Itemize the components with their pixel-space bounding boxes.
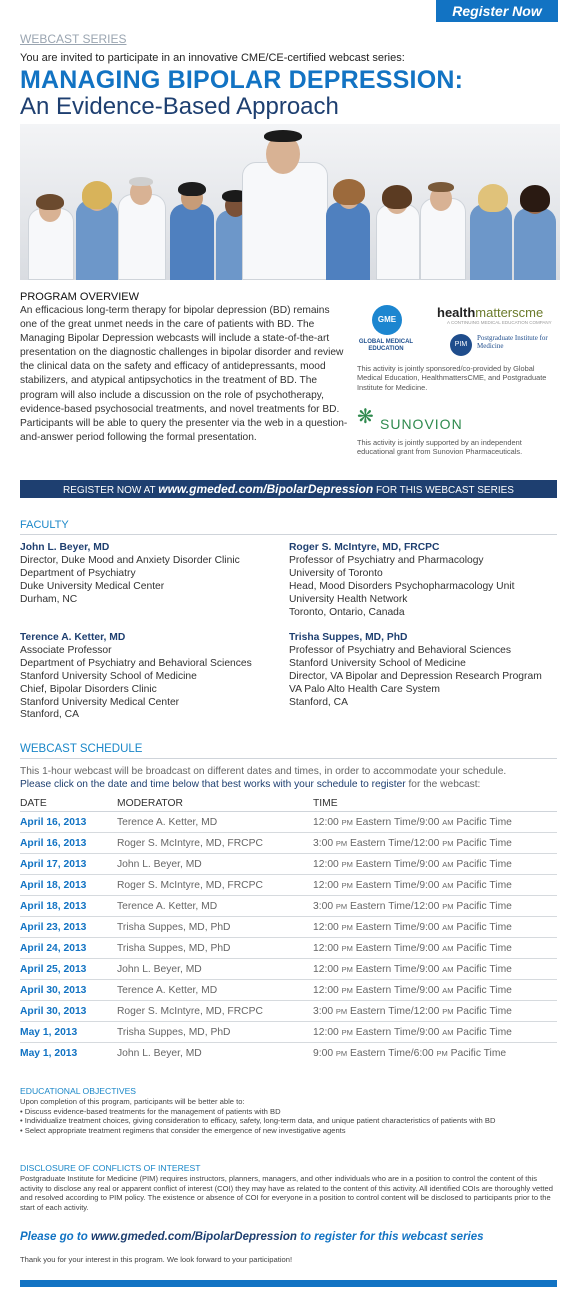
overview-text: An efficacious long-term therapy for bipolar depression (BD) remains one of the great unmet needs in the care of patients with BD. The Managing Bipolar Depression webcasts will include a state-of-the-art presentation on the diagnostic challenges in bipolar disorder and review the clinical data on the safety and efficacy of antidepressants, mood stabilizers, and atypical antipsychotics in the treatment of BD. The program will also include a discussion on the role of psychotherapy, evidence-based psychosocial treatments, and novel treatments for BD. Participants will be able to query the presenter via the web in a question-and-answer period following the formal presentation. bbox=[20, 305, 348, 443]
schedule-date-link[interactable]: May 1, 2013 bbox=[20, 1022, 117, 1043]
schedule-date-link[interactable]: April 17, 2013 bbox=[20, 854, 117, 875]
schedule-date-link[interactable]: April 30, 2013 bbox=[20, 1001, 117, 1022]
sunovion-logo: SUNOVION bbox=[380, 416, 463, 432]
gme-logo: GME bbox=[372, 305, 402, 335]
table-row bbox=[20, 812, 557, 833]
schedule-time-link[interactable]: 12:00 PM Eastern Time/9:00 AM Pacific Time bbox=[313, 854, 557, 875]
register-link-bar[interactable]: REGISTER NOW AT www.gmeded.com/BipolarDepression FOR THIS WEBCAST SERIES bbox=[20, 480, 557, 498]
faculty-name: John L. Beyer, MD bbox=[20, 542, 110, 553]
schedule-time-link[interactable]: 12:00 PM Eastern Time/9:00 AM Pacific Time bbox=[313, 917, 557, 938]
schedule-moderator: Trisha Suppes, MD, PhD bbox=[117, 917, 313, 938]
table-row bbox=[20, 1001, 557, 1022]
divider bbox=[20, 758, 557, 759]
schedule-time-link[interactable]: 12:00 PM Eastern Time/9:00 AM Pacific Time bbox=[313, 959, 557, 980]
register-now-button[interactable]: Register Now bbox=[436, 0, 558, 22]
faculty-member: Roger S. McIntyre, MD, FRCPC Professor of Psychiatry and Pharmacology University of Toronto Head, Mood Disorders Psychopharmacology Unit University Health Network Toronto, Ontario, Canada bbox=[289, 542, 559, 619]
invite-text: You are invited to participate in an innovative CME/CE-certified webcast series: bbox=[20, 52, 405, 64]
table-row bbox=[20, 896, 557, 917]
schedule-intro: This 1-hour webcast will be broadcast on different dates and times, in order to accommodate your schedule. Please click on the date and time below that best works with your schedule to register for the webcast: bbox=[20, 766, 507, 790]
thanks-text: Thank you for your interest in this program. We look forward to your participation! bbox=[20, 1255, 293, 1264]
sunovion-leaf-icon: ❋ bbox=[357, 406, 374, 428]
schedule-date-link[interactable]: April 16, 2013 bbox=[20, 812, 117, 833]
schedule-date-link[interactable]: April 25, 2013 bbox=[20, 959, 117, 980]
healthmatters-tagline: A CONTINUING MEDICAL EDUCATION COMPANY bbox=[447, 320, 552, 325]
schedule-date-link[interactable]: April 24, 2013 bbox=[20, 938, 117, 959]
schedule-date-link[interactable]: April 18, 2013 bbox=[20, 896, 117, 917]
schedule-date-link[interactable]: April 23, 2013 bbox=[20, 917, 117, 938]
table-row bbox=[20, 1043, 557, 1064]
support-text: This activity is jointly supported by an independent educational grant from Sunovion Pharmaceuticals. bbox=[357, 438, 523, 457]
schedule-time-link[interactable]: 12:00 PM Eastern Time/9:00 AM Pacific Time bbox=[313, 938, 557, 959]
register-url[interactable]: www.gmeded.com/BipolarDepression bbox=[158, 482, 374, 496]
pim-logo: PIM bbox=[450, 334, 472, 356]
footer-bar bbox=[20, 1280, 557, 1287]
faculty-member: Trisha Suppes, MD, PhD Professor of Psychiatry and Behavioral Sciences Stanford University School of Medicine Director, VA Bipolar and Depression Research Program VA Palo Alto Health Care System Stanford, CA bbox=[289, 632, 559, 709]
faculty-member: John L. Beyer, MD Director, Duke Mood and Anxiety Disorder Clinic Department of Psychiatry Duke University Medical Center Durham, NC bbox=[20, 542, 282, 607]
schedule-time-link[interactable]: 12:00 PM Eastern Time/9:00 AM Pacific Time bbox=[313, 812, 557, 833]
hero-image-clinicians bbox=[20, 124, 560, 280]
schedule-title: WEBCAST SCHEDULE bbox=[20, 743, 143, 755]
faculty-member: Terence A. Ketter, MD Associate Professor Department of Psychiatry and Behavioral Sciences Stanford University School of Medicine Chief, Bipolar Disorders Clinic Stanford University Medical Center Stanford, CA bbox=[20, 632, 282, 722]
faculty-name: Trisha Suppes, MD, PhD bbox=[289, 632, 408, 643]
schedule-time-link[interactable]: 12:00 PM Eastern Time/9:00 AM Pacific Time bbox=[313, 875, 557, 896]
schedule-moderator: Roger S. McIntyre, MD, FRCPC bbox=[117, 875, 313, 896]
faculty-name: Roger S. McIntyre, MD, FRCPC bbox=[289, 542, 440, 553]
objectives-text: Upon completion of this program, participants will be better able to: • Discuss evidence-based treatments for the management of patients with BD • Individualize treatment choices, giving consideration to efficacy, safety, long-term data, and unique patient characteristics of patients with BD • Select appropriate treatment regimens that consider the emergence of new investigative agents bbox=[20, 1097, 496, 1135]
table-row bbox=[20, 875, 557, 896]
table-row bbox=[20, 980, 557, 1001]
disclosure-text: Postgraduate Institute for Medicine (PIM) requires instructors, planners, managers, and other individuals who are in a position to control the content of this activity to disclose any real or apparent conflict of interest (COI) they may have as related to the content of this activity. All identified COIs are thoroughly vetted and resolved according to PIM policy. The existence or absence of COI for everyone in a position to control content will be disclosed to participants prior to the start of each activity. bbox=[20, 1174, 553, 1212]
col-moderator: MODERATOR bbox=[117, 795, 313, 812]
disclosure-title: DISCLOSURE OF CONFLICTS OF INTEREST bbox=[20, 1163, 201, 1173]
faculty-title: FACULTY bbox=[20, 519, 69, 531]
schedule-table bbox=[20, 795, 557, 1063]
table-row bbox=[20, 833, 557, 854]
gme-logo-label: GLOBAL MEDICAL EDUCATION bbox=[358, 339, 414, 352]
schedule-time-link[interactable]: 12:00 PM Eastern Time/9:00 AM Pacific Time bbox=[313, 980, 557, 1001]
table-row bbox=[20, 917, 557, 938]
table-row bbox=[20, 938, 557, 959]
schedule-time-link[interactable]: 12:00 PM Eastern Time/9:00 AM Pacific Time bbox=[313, 1022, 557, 1043]
schedule-date-link[interactable]: April 16, 2013 bbox=[20, 833, 117, 854]
healthmatters-logo: healthmatterscme bbox=[437, 305, 544, 320]
table-row bbox=[20, 959, 557, 980]
schedule-moderator: Trisha Suppes, MD, PhD bbox=[117, 1022, 313, 1043]
schedule-moderator: Terence A. Ketter, MD bbox=[117, 812, 313, 833]
schedule-date-link[interactable]: April 18, 2013 bbox=[20, 875, 117, 896]
schedule-register-link[interactable]: Please click on the date and time below that best works with your schedule to register bbox=[20, 778, 406, 790]
col-time: TIME bbox=[313, 795, 557, 812]
sponsor-text: This activity is jointly sponsored/co-provided by Global Medical Education, HealthmattersCME, and Postgraduate Institute for Medicine. bbox=[357, 364, 547, 392]
overview-heading: PROGRAM OVERVIEW bbox=[20, 291, 139, 303]
schedule-time-link[interactable]: 3:00 PM Eastern Time/12:00 PM Pacific Time bbox=[313, 1001, 557, 1022]
schedule-moderator: Roger S. McIntyre, MD, FRCPC bbox=[117, 1001, 313, 1022]
schedule-moderator: Terence A. Ketter, MD bbox=[117, 896, 313, 917]
page-subtitle: An Evidence-Based Approach bbox=[20, 93, 339, 120]
objectives-title: EDUCATIONAL OBJECTIVES bbox=[20, 1086, 137, 1096]
schedule-moderator: Roger S. McIntyre, MD, FRCPC bbox=[117, 833, 313, 854]
table-row bbox=[20, 1022, 557, 1043]
table-header-row bbox=[20, 795, 557, 812]
pim-logo-label: Postgraduate Institute for Medicine bbox=[477, 334, 548, 350]
divider bbox=[20, 534, 557, 535]
schedule-moderator: John L. Beyer, MD bbox=[117, 854, 313, 875]
schedule-moderator: John L. Beyer, MD bbox=[117, 959, 313, 980]
schedule-date-link[interactable]: April 30, 2013 bbox=[20, 980, 117, 1001]
table-row bbox=[20, 854, 557, 875]
schedule-time-link[interactable]: 3:00 PM Eastern Time/12:00 PM Pacific Time bbox=[313, 833, 557, 854]
schedule-moderator: Terence A. Ketter, MD bbox=[117, 980, 313, 1001]
col-date: DATE bbox=[20, 795, 117, 812]
register-cta-link[interactable]: Please go to www.gmeded.com/BipolarDepression to register for this webcast series bbox=[20, 1231, 484, 1243]
schedule-moderator: John L. Beyer, MD bbox=[117, 1047, 202, 1059]
series-label: WEBCAST SERIES bbox=[20, 32, 127, 46]
schedule-date-link[interactable]: May 1, 2013 bbox=[20, 1047, 78, 1059]
schedule-moderator: Trisha Suppes, MD, PhD bbox=[117, 938, 313, 959]
page-title: MANAGING BIPOLAR DEPRESSION: bbox=[20, 66, 464, 94]
register-url[interactable]: www.gmeded.com/BipolarDepression bbox=[90, 1231, 297, 1243]
schedule-time-link[interactable]: 9:00 PM Eastern Time/6:00 PM Pacific Time bbox=[313, 1047, 507, 1059]
faculty-name: Terence A. Ketter, MD bbox=[20, 632, 126, 643]
schedule-time-link[interactable]: 3:00 PM Eastern Time/12:00 PM Pacific Time bbox=[313, 896, 557, 917]
